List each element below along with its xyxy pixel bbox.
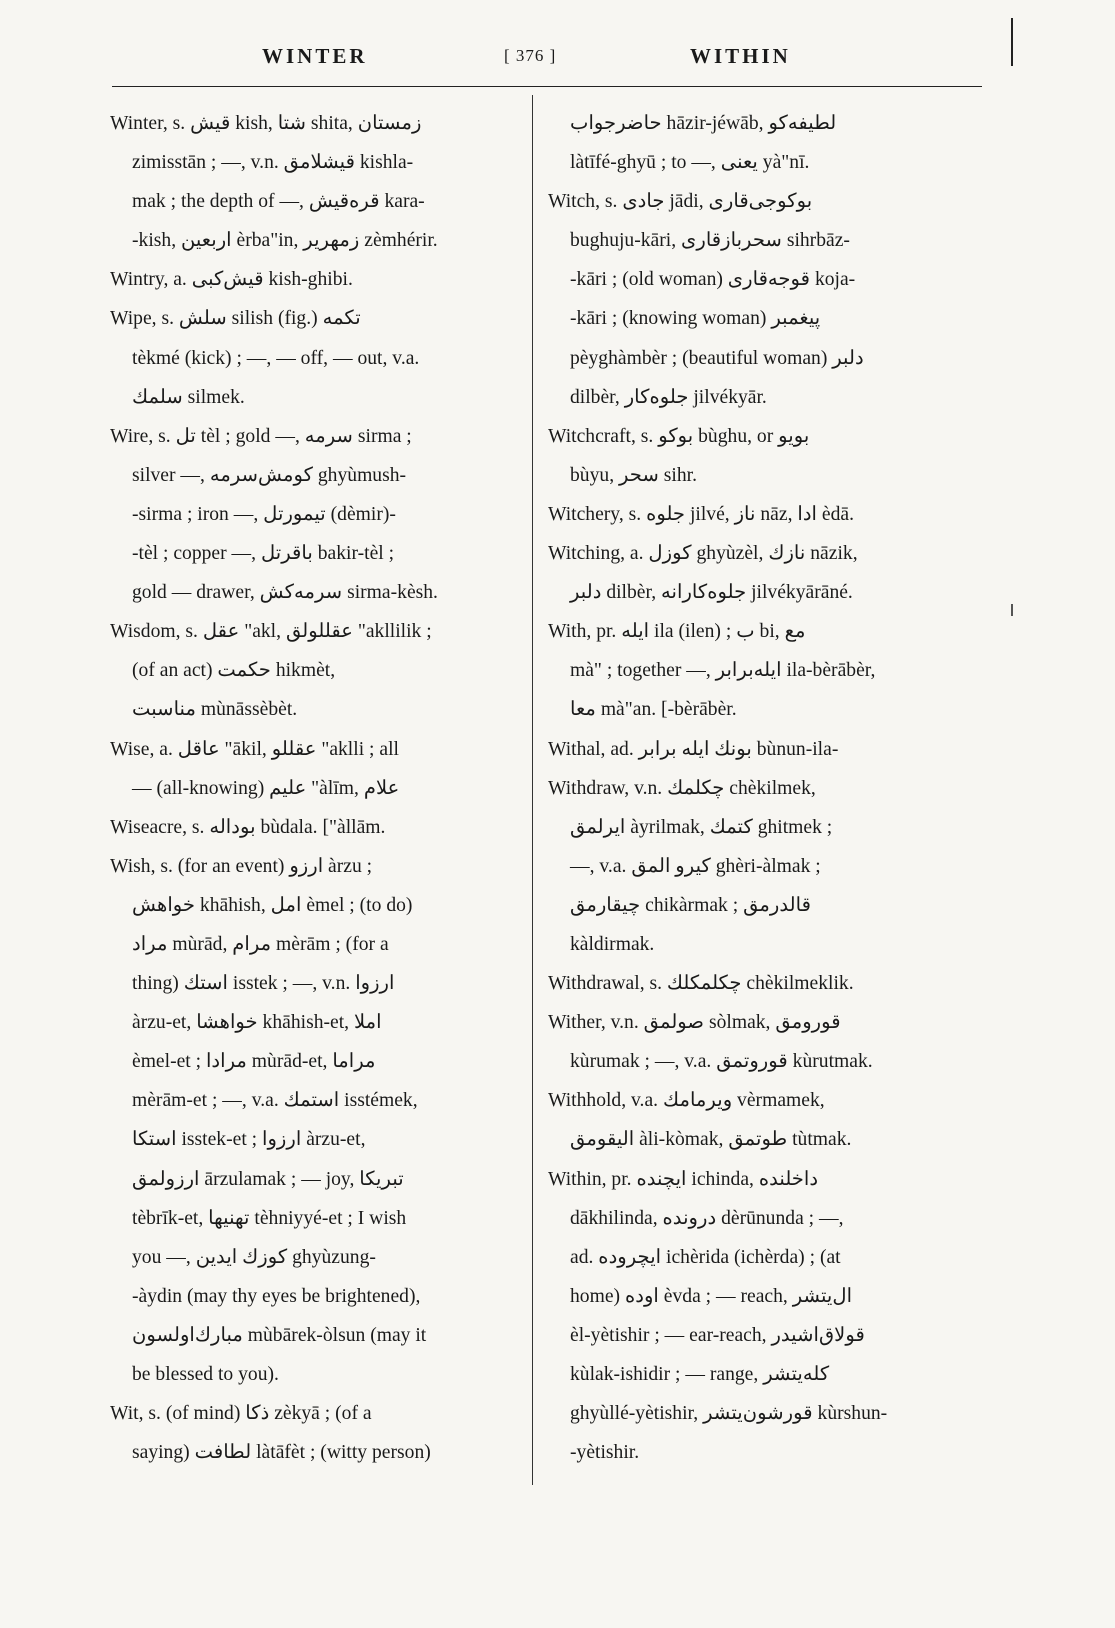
dictionary-line: Witchcraft, s. بوكو bùghu, or بويو xyxy=(548,425,810,447)
dictionary-line: -àydin (may thy eyes be brightened), xyxy=(132,1285,421,1307)
dictionary-line: Witch, s. جادی jādi, بوكوجی‌قاری xyxy=(548,191,813,213)
dictionary-line: —, v.a. كيرو المق ghèri-àlmak ; xyxy=(570,855,821,877)
page-header xyxy=(112,44,982,78)
dictionary-line: mèrām-et ; —, v.a. استمك isstémek, xyxy=(132,1090,418,1112)
right-column xyxy=(548,104,958,1472)
dictionary-line: ghyùllé-yètishir, قورشون‌يتشر kùrshun- xyxy=(570,1403,888,1425)
dictionary-line: bughuju-kāri, سحربازقاری sihrbāz- xyxy=(570,230,850,252)
dictionary-line: gold — drawer, سرمه‌كش sirma-kèsh. xyxy=(132,582,438,604)
dictionary-line: kùrumak ; —, v.a. قوروتمق kùrutmak. xyxy=(570,1051,873,1073)
column-divider xyxy=(532,95,533,1485)
dictionary-line: Wintry, a. قيش‌كبی kish-ghibi. xyxy=(110,269,353,291)
dictionary-line: Wit, s. (of mind) ذكا zèkyā ; (of a xyxy=(110,1403,372,1425)
dictionary-line: làtīfé-ghyū ; to —, يعنی yà"nī. xyxy=(570,152,810,174)
dictionary-line: Winter, s. قيش kish, شتا shita, زمستان xyxy=(110,113,422,134)
page-edge-tick xyxy=(1011,604,1013,616)
dictionary-line: mak ; the depth of —, قره‌قيش kara- xyxy=(132,191,425,213)
dictionary-line: Wither, v.n. صولمق sòlmak, قورومق xyxy=(548,1012,841,1034)
dictionary-line: Withal, ad. بونك ايله برابر bùnun-ila- xyxy=(548,738,839,760)
dictionary-line: èmel-et ; مرادا mùrād-et, مراما xyxy=(132,1051,376,1073)
dictionary-line: مبارك‌اولسون mùbārek-òlsun (may it xyxy=(132,1324,427,1346)
dictionary-line: اليقومق àli-kòmak, طوتمق tùtmak. xyxy=(570,1129,852,1151)
dictionary-line: saying) لطافت làtāfèt ; (witty person) xyxy=(132,1442,431,1464)
dictionary-line: ايرلمق àyrilmak, كتمك ghitmek ; xyxy=(570,816,833,838)
dictionary-line: Wipe, s. سلش silish (fig.) تكمه xyxy=(110,308,361,330)
dictionary-line: dilbèr, جلوه‌كار jilvékyār. xyxy=(570,386,767,408)
dictionary-line: -tèl ; copper —, باقرتل bakir-tèl ; xyxy=(132,543,395,565)
dictionary-line: مراد mùrād, مرام mèrām ; (for a xyxy=(132,933,389,955)
dictionary-line: be blessed to you). xyxy=(132,1364,279,1385)
left-headword: WINTER xyxy=(262,44,368,68)
dictionary-line: pèyghàmbèr ; (beautiful woman) دلبر xyxy=(570,347,864,369)
dictionary-line: kùlak-ishidir ; — range, كله‌يتشر xyxy=(570,1364,830,1385)
dictionary-line: -kāri ; (knowing woman) پيغمبر xyxy=(570,308,821,330)
dictionary-line: mà" ; together —, ايله‌برابر ila-bèrābèr, xyxy=(570,660,876,682)
dictionary-line: Wire, s. تل tèl ; gold —, سرمه sirma ; xyxy=(110,425,412,447)
dictionary-line: tèbrīk-et, تهنيها tèhniyyé-et ; I wish xyxy=(132,1207,407,1229)
dictionary-line: -yètishir. xyxy=(570,1442,640,1464)
dictionary-line: مناسبت mùnāssèbèt. xyxy=(132,699,298,721)
dictionary-line: Witchery, s. جلوه jilvé, ناز nāz, ادا èdā. xyxy=(548,503,854,525)
dictionary-line: -kish, اربعين èrba"in, زمهرير zèmhérir. xyxy=(132,230,438,252)
header-rule xyxy=(112,86,982,87)
dictionary-line: Wish, s. (for an event) ارزو àrzu ; xyxy=(110,855,373,877)
dictionary-line: استكا isstek-et ; ارزوا àrzu-et, xyxy=(132,1129,366,1151)
dictionary-line: home) اوده èvda ; — reach, ال‌يتشر xyxy=(570,1285,853,1307)
dictionary-line: dākhilinda, درونده dèrūnunda ; —, xyxy=(570,1207,844,1229)
dictionary-line: Withdrawal, s. چكلمكلك chèkilmeklik. xyxy=(548,973,854,995)
dictionary-line: thing) استك isstek ; —, v.n. ارزوا xyxy=(132,973,395,995)
dictionary-line: Wisdom, s. عقل "akl, عقللولق "akllilik ; xyxy=(110,621,432,643)
dictionary-line: -sirma ; iron —, تيمورتل (dèmir)- xyxy=(132,503,396,525)
dictionary-line: èl-yètishir ; — ear-reach, قولاق‌اشيدر xyxy=(570,1324,865,1346)
dictionary-line: Within, pr. ايچنده ichinda, داخلنده xyxy=(548,1168,819,1190)
dictionary-line: With, pr. ايله ila (ilen) ; ب bi, مع xyxy=(548,621,806,643)
dictionary-line: ad. ايچروده ichèrida (ichèrda) ; (at xyxy=(570,1246,841,1268)
dictionary-line: Witching, a. كوزل ghyùzèl, نازك nāzik, xyxy=(548,543,858,565)
dictionary-line: (of an act) حكمت hikmèt, xyxy=(132,660,336,682)
dictionary-line: سلمك silmek. xyxy=(132,386,245,408)
dictionary-line: معا mà"an. [-bèrābèr. xyxy=(570,699,737,721)
dictionary-line: -kāri ; (old woman) قوجه‌قاری koja- xyxy=(570,269,856,291)
dictionary-line: Wiseacre, s. بوداله bùdala. ["àllām. xyxy=(110,816,386,838)
dictionary-line: ارزولمق ārzulamak ; — joy, تبريكا xyxy=(132,1168,404,1190)
dictionary-line: حاضرجواب hāzir-jéwāb, لطيفه‌كو xyxy=(570,113,837,134)
dictionary-line: چيقارمق chikàrmak ; قالدرمق xyxy=(570,894,811,916)
page-edge-mark xyxy=(1011,18,1013,66)
page-number: [ 376 ] xyxy=(504,46,557,65)
dictionary-line: دلبر dilbèr, جلوه‌كارانه jilvékyārāné. xyxy=(570,582,853,604)
dictionary-line: bùyu, سحر sihr. xyxy=(570,464,697,486)
dictionary-line: Withdraw, v.n. چكلمك chèkilmek, xyxy=(548,777,816,799)
dictionary-line: خواهش khāhish, امل èmel ; (to do) xyxy=(132,894,413,916)
dictionary-line: Withhold, v.a. ويرمامك vèrmamek, xyxy=(548,1090,825,1112)
dictionary-line: silver —, كومش‌سرمه ghyùmush- xyxy=(132,464,407,486)
dictionary-line: àrzu-et, خواهشا khāhish-et, املا xyxy=(132,1012,382,1034)
dictionary-line: kàldirmak. xyxy=(570,933,655,955)
dictionary-line: — (all-knowing) عليم "àlīm, علام xyxy=(132,777,400,799)
dictionary-line: tèkmé (kick) ; —, — off, — out, v.a. xyxy=(132,347,420,369)
dictionary-line: you —, كوزك ايدين ghyùzung- xyxy=(132,1246,376,1268)
left-column xyxy=(110,104,515,1472)
dictionary-line: zimisstān ; —, v.n. قيشلامق kishla- xyxy=(132,152,414,174)
dictionary-line: Wise, a. عاقل "ākil, عقللو "aklli ; all xyxy=(110,738,399,760)
right-headword: WITHIN xyxy=(690,44,791,68)
